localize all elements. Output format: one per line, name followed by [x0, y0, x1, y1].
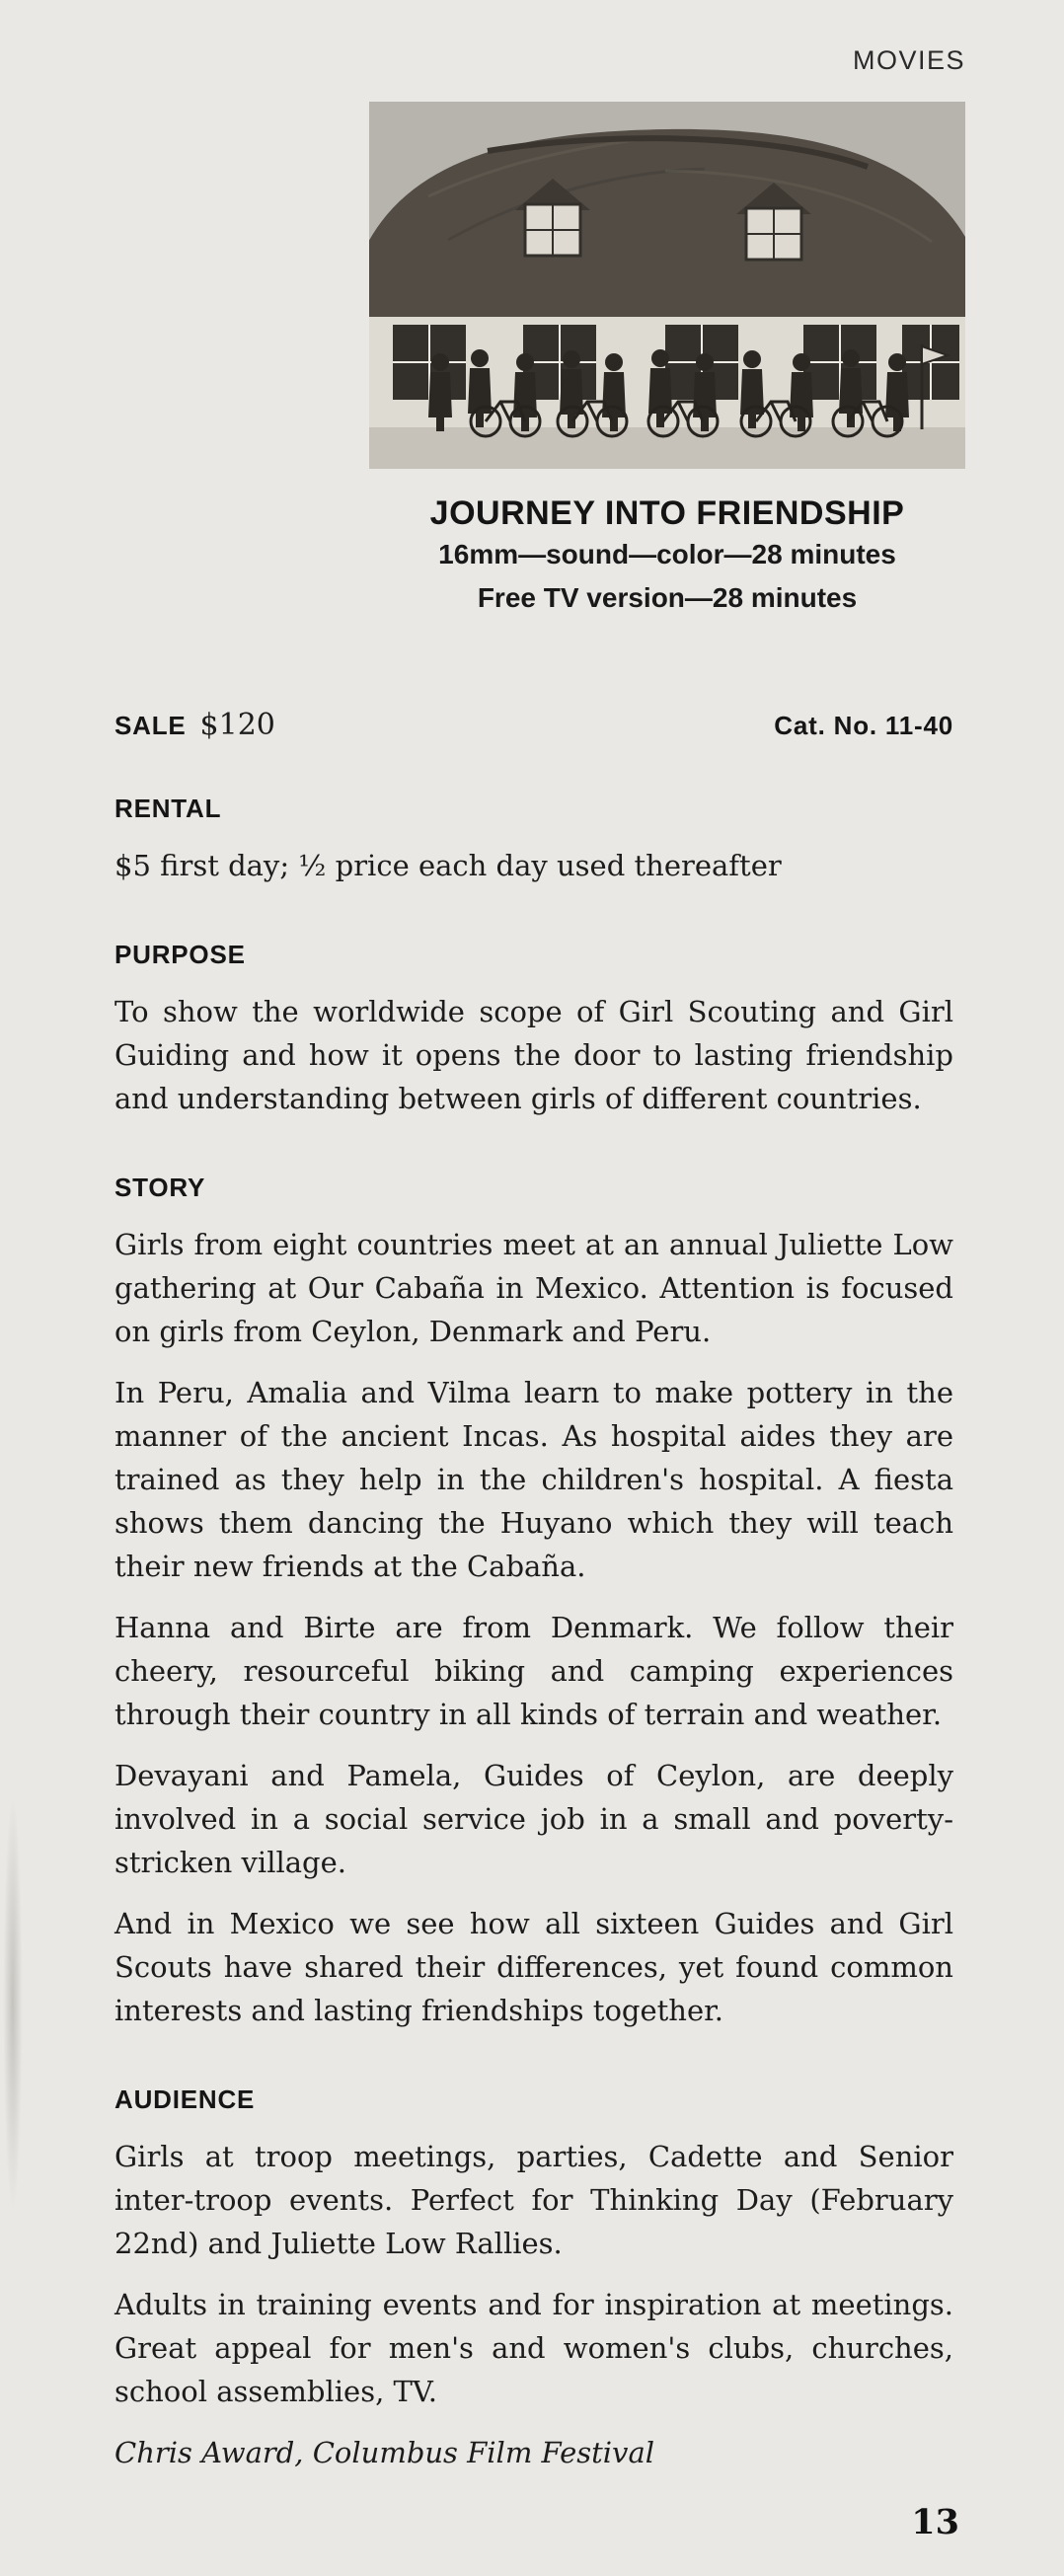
story-heading: STORY: [114, 1173, 206, 1202]
ground: [369, 427, 965, 469]
audience-paragraph: Adults in training events and for inspiration at meetings. Great appeal for men's and women's clubs, churches, school assemblies, TV.: [114, 2288, 953, 2408]
purpose-text: To show the worldwide scope of Girl Scouting and Girl Guiding and how it opens the door to lasting friendship and understanding between girls of different countries.: [114, 995, 953, 1115]
section-header: MOVIES: [852, 45, 965, 75]
film-title: JOURNEY INTO FRIENDSHIP: [429, 494, 905, 532]
audience-paragraph: Girls at troop meetings, parties, Cadette and Senior inter-troop events. Perfect for Thinking Day (February 22nd) and Juliette Low Rallies.: [114, 2140, 953, 2260]
sale-price: $120: [199, 708, 275, 742]
film-photo-block: [369, 102, 965, 620]
cottage-scene-illustration: [369, 102, 965, 469]
purpose-heading: PURPOSE: [114, 940, 246, 969]
story-paragraph: In Peru, Amalia and Vilma learn to make pottery in the manner of the ancient Incas. As hospital aides they are trained as they help in the children's hospital. A fiesta shows them dancing the Huyano which they will teach their new friends at the Cabaña.: [114, 1376, 953, 1583]
audience-heading: AUDIENCE: [114, 2084, 256, 2114]
award-credit: Chris Award, Columbus Film Festival: [114, 2436, 655, 2469]
sale-row: [114, 703, 953, 747]
story-paragraph: Devayani and Pamela, Guides of Ceylon, are deeply involved in a social service job in a small and poverty-stricken village.: [114, 1759, 953, 1879]
page-number: 13: [911, 2502, 959, 2542]
film-still-photo: [369, 102, 965, 469]
catalog-number: Cat. No. 11-40: [774, 711, 953, 740]
story-paragraph: And in Mexico we see how all sixteen Guides and Girl Scouts have shared their differences, yet found common interests and lasting friendships together.: [114, 1907, 953, 2027]
catalog-entry-body: [114, 703, 953, 2474]
story-paragraph: Hanna and Birte are from Denmark. We follow their cheery, resourceful biking and camping experiences through their country in all kinds of terrain and weather.: [114, 1611, 953, 1731]
sale-info: [114, 703, 275, 747]
rental-terms: $5 first day; ½ price each day used thereafter: [114, 849, 782, 882]
rental-heading: RENTAL: [114, 794, 222, 823]
film-tv-line: Free TV version—28 minutes: [477, 582, 858, 613]
film-format-line: 16mm—sound—color—28 minutes: [438, 539, 896, 569]
story-paragraph: Girls from eight countries meet at an annual Juliette Low gathering at Our Cabaña in Mexico. Attention is focused on girls from Ceylon, Denmark and Peru.: [114, 1228, 953, 1348]
sale-label: SALE: [114, 711, 187, 740]
